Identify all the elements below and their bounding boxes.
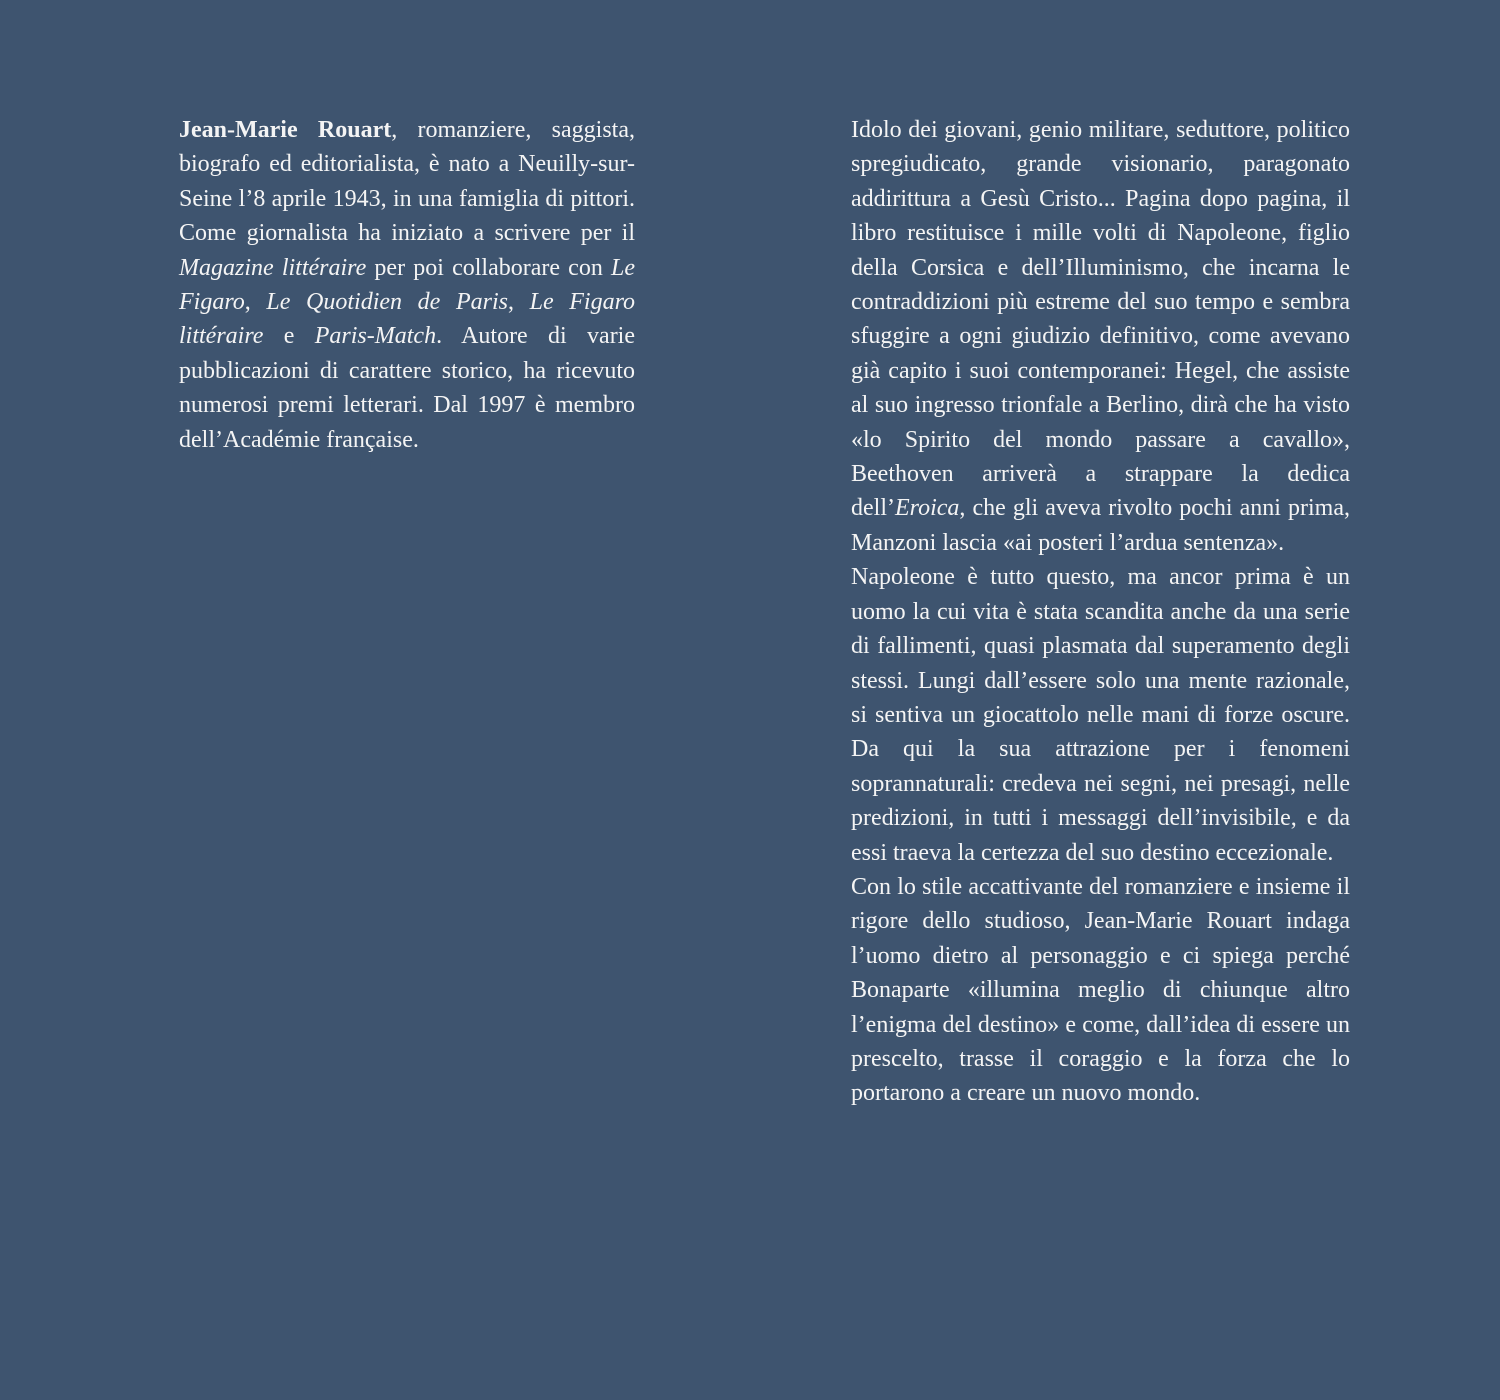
separator: , — [507, 289, 530, 316]
description-text: , che gli aveva rivolto pochi anni prima, Manzoni lascia «ai posteri l’ardua sentenza». — [851, 495, 1350, 556]
author-bio-paragraph — [179, 113, 635, 457]
separator: , — [244, 289, 267, 316]
bio-text: , romanziere, saggista, biografo ed editorialista, è nato a Neuilly-sur-Seine l’8 aprile 1943, in una famiglia di pittori. Come giornalista ha iniziato a scrivere per il — [179, 117, 635, 247]
author-name: Jean-Marie Rouart — [179, 117, 392, 143]
author-bio-column — [179, 113, 635, 457]
publication-title: Le Quotidien de Paris — [266, 289, 508, 316]
publication-title: Paris-Match — [314, 323, 437, 350]
publication-title: Le Figaro littéraire — [179, 289, 636, 350]
separator: e — [263, 323, 315, 350]
description-text: Idolo dei giovani, genio militare, seduttore, politico spregiudicato, grande visionario, paragonato addirittura a Gesù Cristo... Pagina dopo pagina, il libro restituisce i mille volti di Napoleone, figlio della Corsica e dell’Illuminismo, che incarna le contraddizioni più estreme del suo tempo e sembra sfuggire a ogni giudizio definitivo, come avevano già capito i suoi contemporanei: Hegel, che assiste al suo ingresso trionfale a Berlino, dirà che ha visto «lo Spirito del mondo passare a cavallo», Beethoven arriverà a strappare la dedica dell’ — [851, 117, 1350, 522]
description-paragraph-1 — [851, 113, 1350, 560]
book-description-column — [851, 113, 1350, 1111]
publication-title: Magazine littéraire — [179, 254, 367, 281]
publication-title: Le Figaro — [179, 254, 635, 316]
bio-text: . Autore di varie pubblicazioni di carattere storico, ha ricevuto numerosi premi letterari. Dal 1997 è membro dell’Académie française. — [179, 323, 635, 453]
description-paragraph-2: Napoleone è tutto questo, ma ancor prima è un uomo la cui vita è stata scandita anche da una serie di fallimenti, quasi plasmata dal superamento degli stessi. Lungi dall’essere solo una mente razionale, si sentiva un giocattolo nelle mani di forze oscure. Da qui la sua attrazione per i fenomeni soprannaturali: credeva nei segni, nei presagi, nelle predizioni, in tutti i messaggi dell’invisibile, e da essi traeva la certezza del suo destino eccezionale. — [851, 564, 1350, 866]
bio-text: per poi collaborare con — [366, 254, 611, 281]
work-title: Eroica — [894, 495, 960, 522]
description-paragraph-3: Con lo stile accattivante del romanziere e insieme il rigore dello studioso, Jean-Marie Rouart indaga l’uomo dietro al personaggio e ci spiega perché Bonaparte «illumina meglio di chiunque altro l’enigma del destino» e come, dall’idea di essere un prescelto, trasse il coraggio e la forza che lo portarono a creare un nuovo mondo. — [851, 873, 1350, 1107]
